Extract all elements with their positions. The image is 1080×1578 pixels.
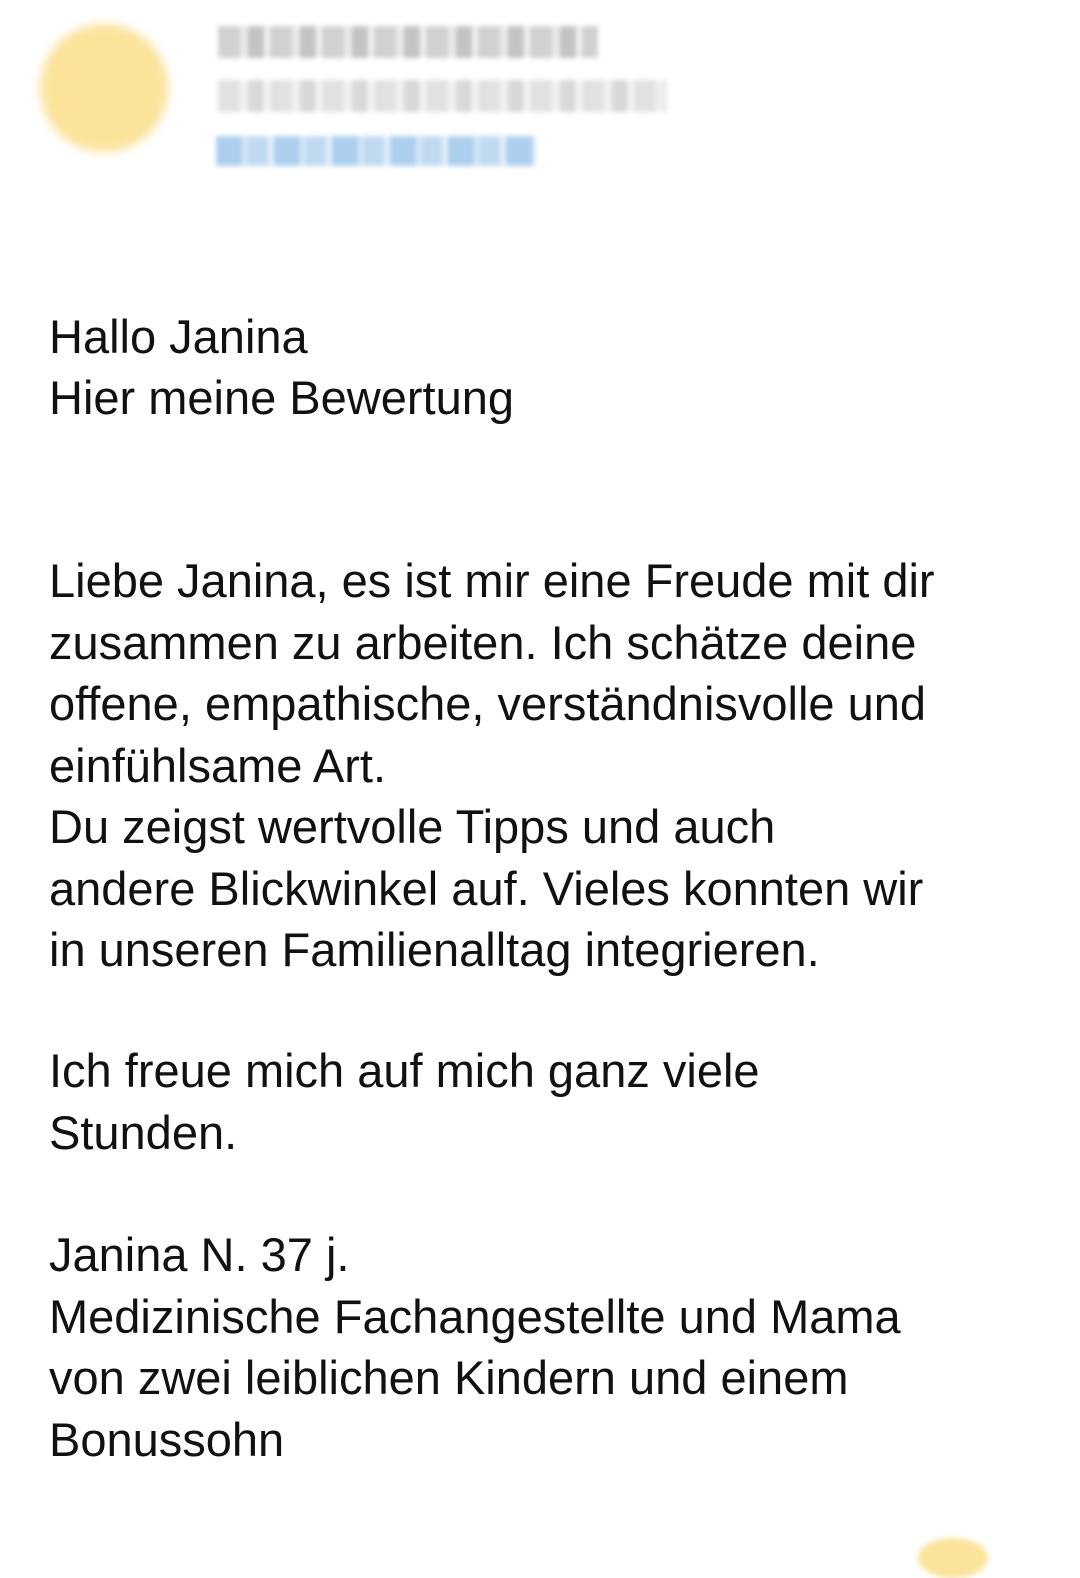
floating-avatar-partial bbox=[918, 1538, 988, 1578]
sender-name-redacted bbox=[218, 26, 598, 58]
sender-link-redacted[interactable] bbox=[216, 136, 536, 166]
message-signature: Janina N. 37 j. Medizinische Fachangestellte und Mama von zwei leiblichen Kindern und einem Bonussohn bbox=[49, 1228, 901, 1466]
message-closing: Ich freue mich auf mich ganz viele Stunden. bbox=[49, 1044, 760, 1159]
message-body: Liebe Janina, es ist mir eine Freude mit dir zusammen zu arbeiten. Ich schätze deine offene, empathische, verständnisvolle und einfühlsame Art. Du zeigst wertvolle Tipps und auch andere Blickwinkel auf. Vieles konnten wir in unseren Familienalltag integrieren. bbox=[49, 554, 935, 976]
avatar[interactable] bbox=[40, 24, 168, 152]
sender-meta-redacted bbox=[218, 80, 666, 112]
message-header bbox=[0, 0, 1080, 200]
message-greeting: Hallo Janina Hier meine Bewertung bbox=[49, 309, 514, 424]
message-content bbox=[49, 244, 1059, 1466]
